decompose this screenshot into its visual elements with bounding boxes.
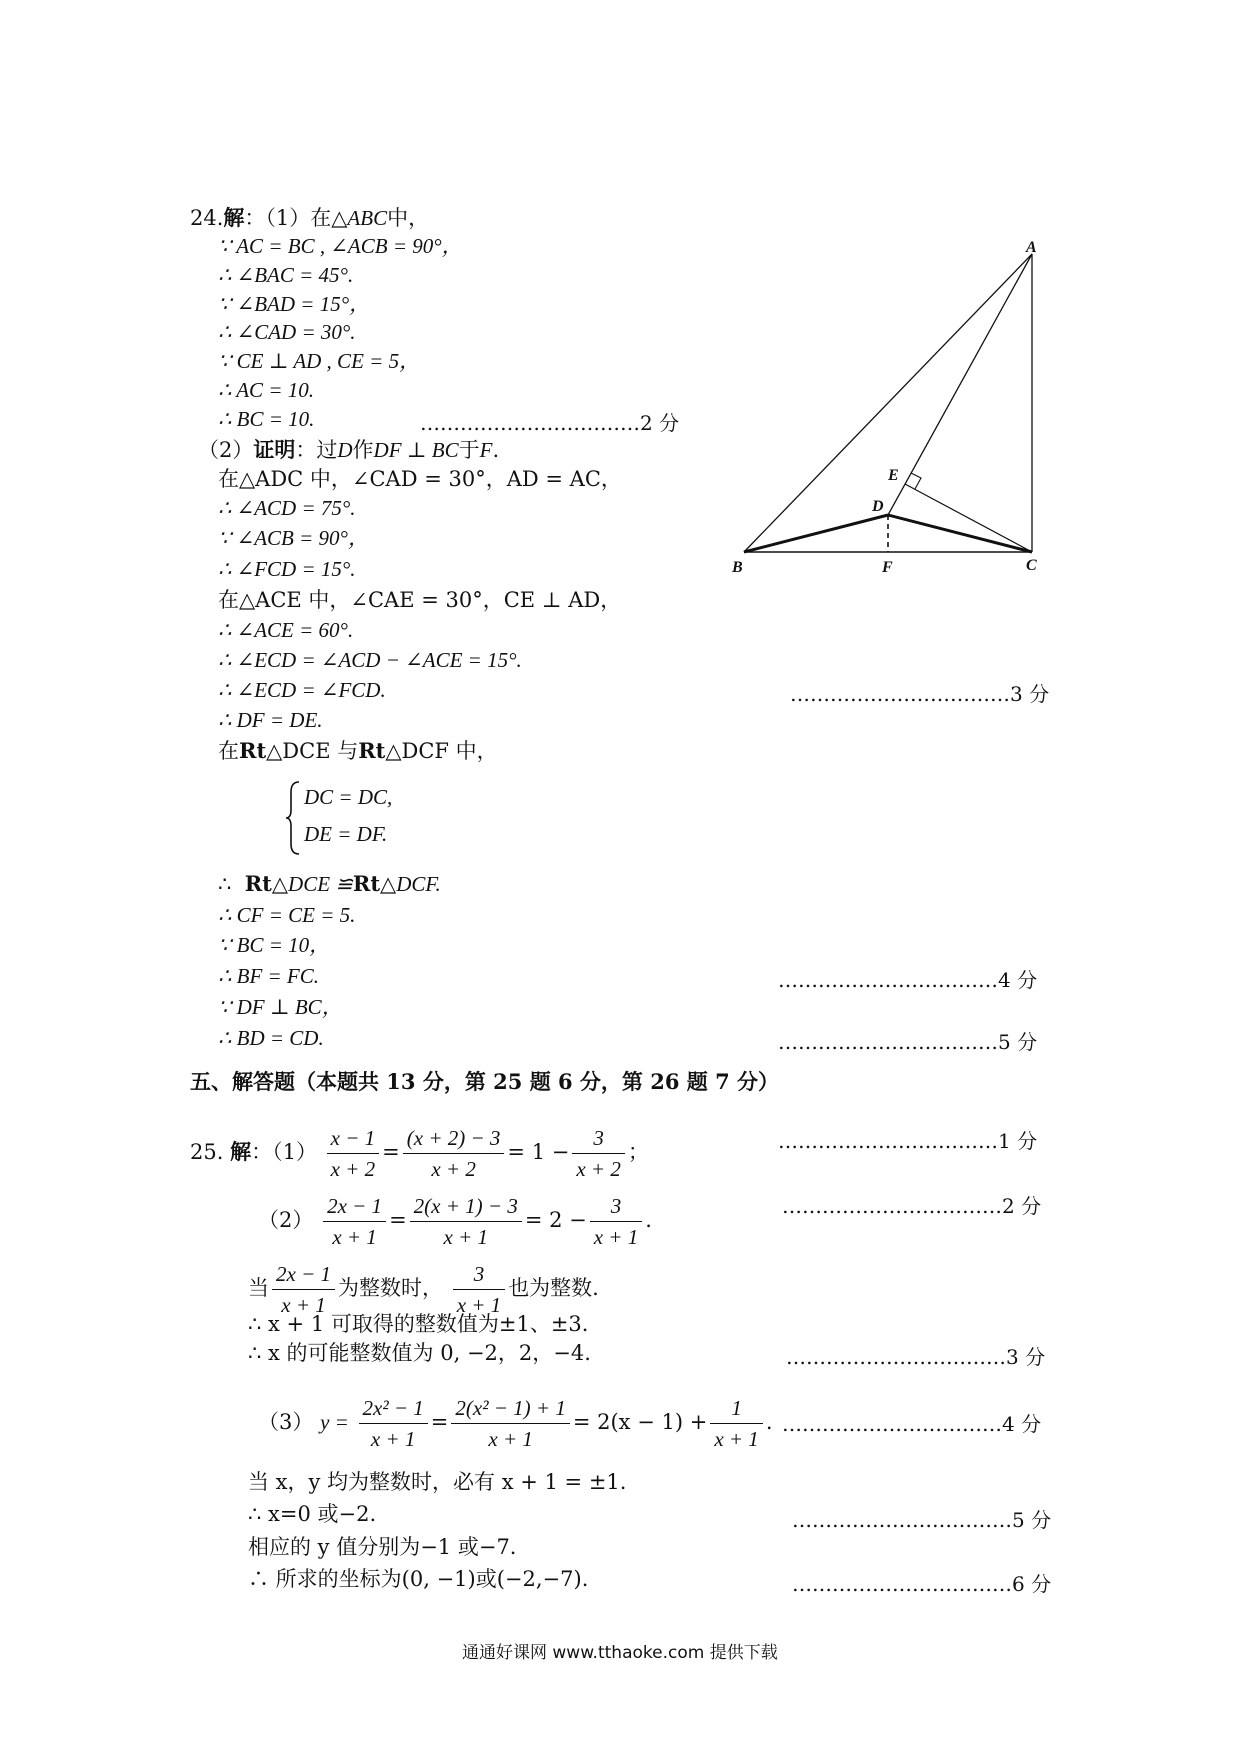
- q24-m3: ∵ ∠ACB = 90°，: [218, 526, 369, 550]
- q24-n3: ∵ BC = 10，: [218, 933, 331, 957]
- q24-n2: ∴ CF = CE = 5.: [218, 903, 356, 927]
- frac-num: x − 1: [327, 1123, 380, 1154]
- label-b: B: [732, 559, 743, 576]
- q24-part2-line: [198, 436, 499, 464]
- q24-line1: ∵ AC = BC , ∠ACB = 90°，: [218, 234, 463, 258]
- q25-y: y =: [320, 1410, 349, 1434]
- q24-part2-text-c: 于: [458, 438, 480, 462]
- q25-r2: ∴ x 的可能整数值为 0, −2，2，−4.: [248, 1341, 591, 1365]
- q24-part2-num: （2）: [198, 438, 254, 462]
- label-f: F: [882, 559, 893, 576]
- frac-num: 2x − 1: [323, 1191, 386, 1222]
- q24-solution-label: 解: [223, 205, 245, 230]
- q24-m10-c: △DCF 中，: [385, 739, 498, 763]
- q24-line5: ∵ CE ⊥ AD , CE = 5，: [218, 349, 421, 373]
- q25-part2: （2） $\frac{2x - 1}{x + 1}$ = $\frac{2(x + 1) - 3}{x + 1}$ = 2 − $\frac{3}{x + 1}$ .: [258, 1188, 652, 1252]
- q25-wz: 为整数时，: [338, 1276, 443, 1300]
- q24-m10-a: 在: [218, 739, 239, 763]
- q24-n5: ∵ DF ⊥ BC，: [218, 995, 343, 1019]
- label-d: D: [872, 498, 884, 515]
- q25-part3: （3） y = $\frac{\text{2x² − 1}}{x + 1}$ = $\frac{\text{2(x² − 1) + 1}}{x + 1}$ = 2(x − 1) + $\frac{1}{x + 1}$ .: [258, 1390, 773, 1454]
- q25-ywz: 也为整数.: [508, 1276, 599, 1300]
- q25-part3-num: （3）: [258, 1410, 314, 1434]
- q24-line7: ∴ BC = 10.: [218, 407, 315, 431]
- q24-df-perp-bc: DF ⊥ BC: [373, 438, 459, 462]
- frac-num: 2x − 1: [272, 1259, 335, 1290]
- q24-line4: ∴ ∠CAD = 30°.: [218, 320, 356, 344]
- q24-n1: [218, 870, 441, 898]
- q24-m10: [218, 737, 498, 765]
- fraction: [359, 1393, 428, 1454]
- system-brace: [284, 780, 304, 856]
- frac-num: 3: [590, 1191, 643, 1222]
- frac-num: 3: [453, 1259, 506, 1290]
- footer-watermark: 通通好课网 www.tthaoke.com 提供下载: [462, 1643, 778, 1663]
- frac-den: x + 2: [431, 1157, 476, 1181]
- q24-point-d: D: [337, 438, 353, 462]
- fraction: [410, 1191, 522, 1252]
- q24-n1-rt2: Rt: [352, 871, 381, 896]
- label-c: C: [1026, 557, 1037, 574]
- q25-s3: 相应的 y 值分别为−1 或−7.: [248, 1535, 517, 1559]
- score-2: ……………………………2 分: [420, 411, 680, 435]
- q25-dot: .: [765, 1410, 773, 1434]
- triangle-figure: [720, 240, 1050, 580]
- frac-den: x + 1: [488, 1427, 533, 1451]
- q24-n1-b: △DCE ≌: [271, 872, 353, 896]
- q24-m9: ∴ DF = DE.: [218, 708, 323, 732]
- q24-m6: ∴ ∠ACE = 60°.: [218, 618, 354, 642]
- frac-num: 2(x + 1) − 3: [410, 1191, 522, 1222]
- q24-m1: 在△ADC 中，∠CAD = 30°，AD = AC，: [218, 467, 622, 491]
- q25-eq1: = 1 −: [507, 1140, 570, 1164]
- frac-den: x + 1: [456, 1293, 502, 1317]
- q24-line3: ∵ ∠BAD = 15°，: [218, 292, 371, 316]
- label-e: E: [888, 467, 899, 484]
- score-5: ……………………………5 分: [778, 1030, 1038, 1054]
- label-a: A: [1026, 240, 1037, 256]
- q24-part2-text-b: 作: [352, 438, 374, 462]
- q24-n6: ∴ BD = CD.: [218, 1026, 324, 1050]
- q24-n1-rt1: Rt: [244, 871, 272, 896]
- q25-dot: .: [645, 1208, 652, 1232]
- q25-eq2: = 2 −: [524, 1208, 587, 1232]
- score-q25-2: ……………………………2 分: [782, 1194, 1042, 1218]
- q25-semicolon: ；: [627, 1140, 649, 1164]
- q24-proof-label: 证明: [253, 437, 296, 462]
- section5-heading: 五、解答题（本题共 13 分，第 25 题 6 分，第 26 题 7 分）: [190, 1069, 780, 1094]
- q24-title-line: [190, 204, 429, 232]
- score-q25-4: ……………………………4 分: [782, 1412, 1042, 1436]
- frac-den: x + 1: [593, 1225, 639, 1249]
- frac-den: x + 1: [281, 1293, 326, 1317]
- score-q25-3: ……………………………3 分: [786, 1345, 1046, 1369]
- frac-den: x + 2: [576, 1157, 621, 1181]
- score-q25-1: ……………………………1 分: [778, 1129, 1038, 1153]
- frac-den: x + 1: [332, 1225, 377, 1249]
- q25-s2: ∴ x=0 或−2.: [248, 1502, 377, 1526]
- frac-den: x + 1: [370, 1427, 416, 1451]
- q24-m10-rt1: Rt: [239, 738, 267, 763]
- q24-part1-intro: ：（1）在△: [244, 206, 348, 230]
- score-q25-5: ……………………………5 分: [792, 1508, 1052, 1532]
- line-dc: [888, 515, 1032, 552]
- right-angle-mark-e: [911, 473, 921, 489]
- fraction: [323, 1191, 386, 1252]
- frac-num: 2x² − 1: [359, 1393, 428, 1424]
- q24-sys1: DC = DC,: [304, 785, 393, 809]
- q24-point-f: F: [479, 438, 493, 462]
- frac-den: x + 1: [443, 1225, 488, 1249]
- q25-eq3: = 2(x − 1) +: [572, 1410, 708, 1434]
- q25-part2-num: （2）: [258, 1208, 314, 1232]
- q24-part2-dot: .: [492, 438, 500, 462]
- q24-m10-rt2: Rt: [358, 738, 386, 763]
- fraction: [403, 1123, 505, 1184]
- q25-part1-num: ：（1）: [251, 1140, 317, 1164]
- q25-dang: 当: [248, 1276, 269, 1300]
- q24-line2: ∴ ∠BAC = 45°.: [218, 263, 354, 287]
- fraction: [327, 1123, 380, 1184]
- q24-m2: ∴ ∠ACD = 75°.: [218, 496, 356, 520]
- q24-triangle-abc: ABC: [347, 206, 388, 230]
- frac-den: x + 1: [714, 1427, 759, 1451]
- q25-r1: ∴ x + 1 可取得的整数值为±1、±3.: [248, 1312, 589, 1336]
- frac-num: (x + 2) − 3: [403, 1123, 505, 1154]
- frac-num: 2(x² − 1) + 1: [451, 1393, 569, 1424]
- q24-m7: ∴ ∠ECD = ∠ACD − ∠ACE = 15°.: [218, 648, 522, 672]
- q24-sys2: DE = DF.: [304, 822, 388, 846]
- fraction: [451, 1393, 569, 1454]
- q25-part1: 25. 解：（1） $\frac{x - 1}{x + 2}$ = $\frac{(x + 2) - 3}{x + 2}$ = 1 − $\frac{3}{x + 2}$ ；: [190, 1120, 649, 1184]
- q24-n4: ∴ BF = FC.: [218, 964, 320, 988]
- line-ba: [744, 254, 1032, 552]
- q25-s1: 当 x，y 均为整数时，必有 x + 1 = ±1.: [248, 1470, 627, 1494]
- q24-part1-tail: 中，: [387, 206, 430, 230]
- q25-solution-label: 解: [230, 1139, 252, 1164]
- q24-n1-c: △DCF.: [380, 872, 441, 896]
- q25-number: 25.: [190, 1140, 224, 1164]
- score-3: ……………………………3 分: [790, 682, 1050, 706]
- frac-num: 3: [572, 1123, 625, 1154]
- score-q25-6: ……………………………6 分: [792, 1572, 1052, 1596]
- frac-num: 1: [710, 1393, 763, 1424]
- line-ce: [905, 484, 1032, 552]
- q24-m8: ∴ ∠ECD = ∠FCD.: [218, 678, 386, 702]
- q24-part2-text-a: ：过: [295, 438, 338, 462]
- q24-m10-b: △DCE 与: [266, 739, 359, 763]
- q25-s4: ∴ 所求的坐标为(0, −1)或(−2,−7).: [248, 1567, 589, 1591]
- line-bd: [744, 515, 888, 552]
- fraction: [590, 1191, 643, 1252]
- line-ad: [888, 254, 1032, 515]
- q24-line6: ∴ AC = 10.: [218, 378, 314, 402]
- fraction: [710, 1393, 763, 1454]
- q24-m4: ∴ ∠FCD = 15°.: [218, 557, 356, 581]
- q24-n1-a: ∴: [218, 872, 232, 896]
- frac-den: x + 2: [330, 1157, 376, 1181]
- score-4: ……………………………4 分: [778, 968, 1038, 992]
- q24-number: 24.: [190, 206, 224, 230]
- fraction: [572, 1123, 625, 1184]
- q24-m5: 在△ACE 中，∠CAE = 30°，CE ⊥ AD，: [218, 588, 622, 612]
